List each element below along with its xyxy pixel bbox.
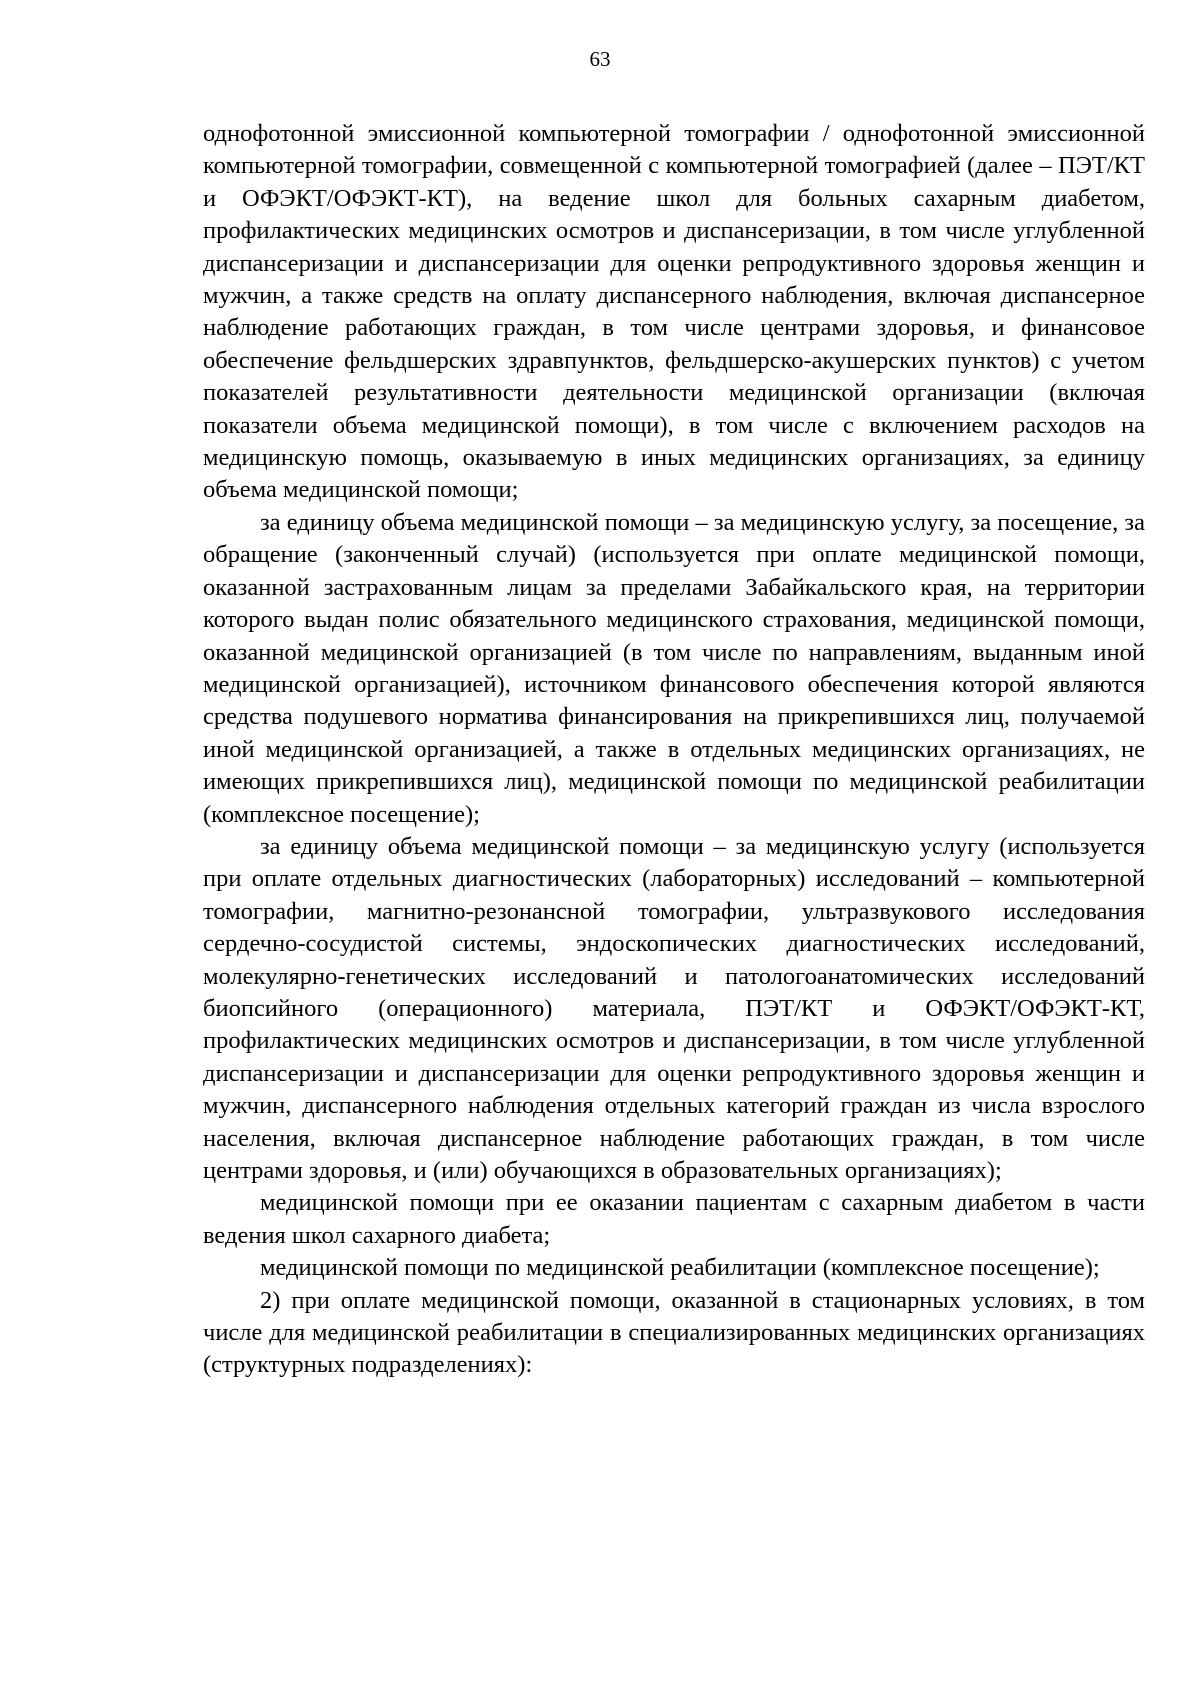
paragraph-rehabilitation: медицинской помощи по медицинской реабилитации (комплексное посещение); bbox=[260, 1254, 1100, 1282]
paragraph-continuation: однофотонной эмиссионной компьютерной томографии / однофотонной эмиссионной компьютерной томографии, совмещенной с компьютерной томографией (далее – ПЭТ/КТ и ОФЭКТ/ОФЭКТ-КТ), на ведение школ для больных сахарным диабетом, профилактических медицинских осмотров и диспансеризации, в том числе углубленной диспансеризации и диспансеризации для оценки репродуктивного здоровья женщин и мужчин, а также средств на оплату диспансерного наблюдения, включая диспансерное наблюдение работающих граждан, в том числе центрами здоровья, и финансовое обеспечение фельдшерских здравпунктов, фельдшерско-акушерских пунктов) с учетом показателей результативности деятельности медицинской организации (включая показатели объема медицинской помощи), в том числе с включением расходов на медицинскую помощь, оказываемую в иных медицинских организациях, за единицу объема медицинской помощи; bbox=[203, 120, 1145, 504]
paragraph-inpatient: 2) при оплате медицинской помощи, оказанной в стационарных условиях, в том числе для медицинской реабилитации в специализированных медицинских организациях (структурных подразделениях): bbox=[203, 1286, 1145, 1379]
paragraph-diabetes-schools: медицинской помощи при ее оказании пациентам с сахарным диабетом в части ведения школ сахарного диабета; bbox=[203, 1189, 1145, 1249]
body-text bbox=[203, 118, 1145, 1382]
paragraph-unit-service: за единицу объема медицинской помощи – за медицинскую услугу (используется при оплате отдельных диагностических (лабораторных) исследований – компьютерной томографии, магнитно-резонансной томографии, ультразвукового исследования сердечно-сосудистой системы, эндоскопических диагностических исследований, молекулярно-генетических исследований и патологоанатомических исследований биопсийного (операционного) материала, ПЭТ/КТ и ОФЭКТ/ОФЭКТ-КТ, профилактических медицинских осмотров и диспансеризации, в том числе углубленной диспансеризации и диспансеризации для оценки репродуктивного здоровья женщин и мужчин, диспансерного наблюдения отдельных категорий граждан из числа взрослого населения, включая диспансерное наблюдение работающих граждан, в том числе центрами здоровья, и (или) обучающихся в образовательных организациях); bbox=[203, 832, 1145, 1184]
page-number: 63 bbox=[589, 47, 611, 71]
paragraph-unit-visit: за единицу объема медицинской помощи – за медицинскую услугу, за посещение, за обращение (законченный случай) (используется при оплате медицинской помощи, оказанной застрахованным лицам за пределами Забайкальского края, на территории которого выдан полис обязательного медицинского страхования, медицинской помощи, оказанной медицинской организацией (в том числе по направлениям, выданным иной медицинской организацией), источником финансового обеспечения которой являются средства подушевого норматива финансирования на прикрепившихся лиц, получаемой иной медицинской организацией, а также в отдельных медицинских организациях, не имеющих прикрепившихся лиц), медицинской помощи по медицинской реабилитации (комплексное посещение); bbox=[203, 508, 1145, 828]
